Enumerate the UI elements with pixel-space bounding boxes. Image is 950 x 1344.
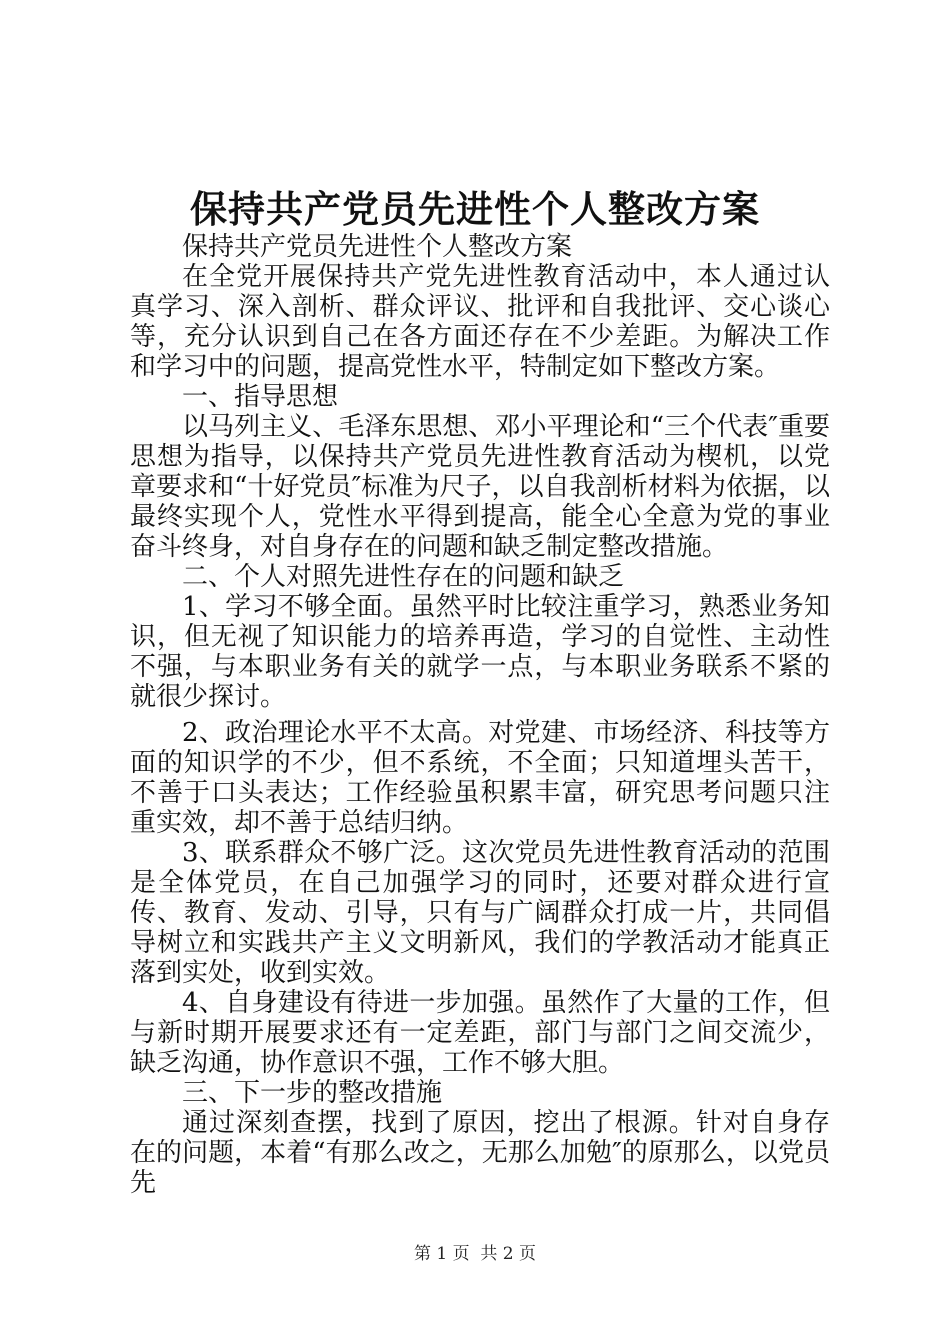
page-footer xyxy=(0,1243,950,1265)
paragraph-problem-2: 2、政治理论水平不太高。对党建、市场经济、科技等方面的知识学的不少，但不系统，不全面；只知道埋头苦干，不善于口头表达；工作经验虽积累丰富，研究思考问题只注重实效，却不善于总结归纳。 xyxy=(130,718,830,838)
paragraph-intro: 在全党开展保持共产党先进性教育活动中，本人通过认真学习、深入剖析、群众评议、批评和自我批评、交心谈心等，充分认识到自己在各方面还存在不少差距。为解决工作和学习中的问题，提高党性水平，特制定如下整改方案。 xyxy=(130,262,830,382)
document-title: 保持共产党员先进性个人整改方案 xyxy=(190,187,760,231)
paragraph-problem-1: 1、学习不够全面。虽然平时比较注重学习，熟悉业务知识，但无视了知识能力的培养再造，学习的自觉性、主动性不强，与本职业务有关的就学一点，与本职业务联系不紧的就很少探讨。 xyxy=(130,592,830,712)
document-body xyxy=(130,232,830,1198)
section-heading-guiding-thought: 一、指导思想 xyxy=(182,382,339,412)
section-heading-measures: 三、下一步的整改措施 xyxy=(182,1078,443,1108)
paragraph-problem-4: 4、自身建设有待进一步加强。虽然作了大量的工作，但与新时期开展要求还有一定差距，部门与部门之间交流少，缺乏沟通，协作意识不强，工作不够大胆。 xyxy=(130,988,830,1078)
paragraph-measures: 通过深刻查摆，找到了原因，挖出了根源。针对自身存在的问题，本着“有那么改之，无那么加勉″的原那么，以党员先 xyxy=(130,1108,830,1198)
page-number: 第 1 页 共 2 页 xyxy=(413,1244,537,1264)
paragraph-guiding-thought: 以马列主义、毛泽东思想、邓小平理论和“三个代表″重要思想为指导，以保持共产党员先进性教育活动为楔机，以党章要求和“十好党员″标准为尺子，以自我剖析材料为依据，以最终实现个人，党性水平得到提高，能全心全意为党的事业奋斗终身，对自身存在的问题和缺乏制定整改措施。 xyxy=(130,412,830,562)
section-heading-problems: 二、个人对照先进性存在的问题和缺乏 xyxy=(182,562,625,592)
paragraph-subtitle: 保持共产党员先进性个人整改方案 xyxy=(182,232,573,262)
paragraph-problem-3: 3、联系群众不够广泛。这次党员先进性教育活动的范围是全体党员，在自己加强学习的同时，还要对群众进行宣传、教育、发动、引导，只有与广阔群众打成一片，共同倡导树立和实践共产主义文明新风，我们的学教活动才能真正落到实处，收到实效。 xyxy=(130,838,830,988)
